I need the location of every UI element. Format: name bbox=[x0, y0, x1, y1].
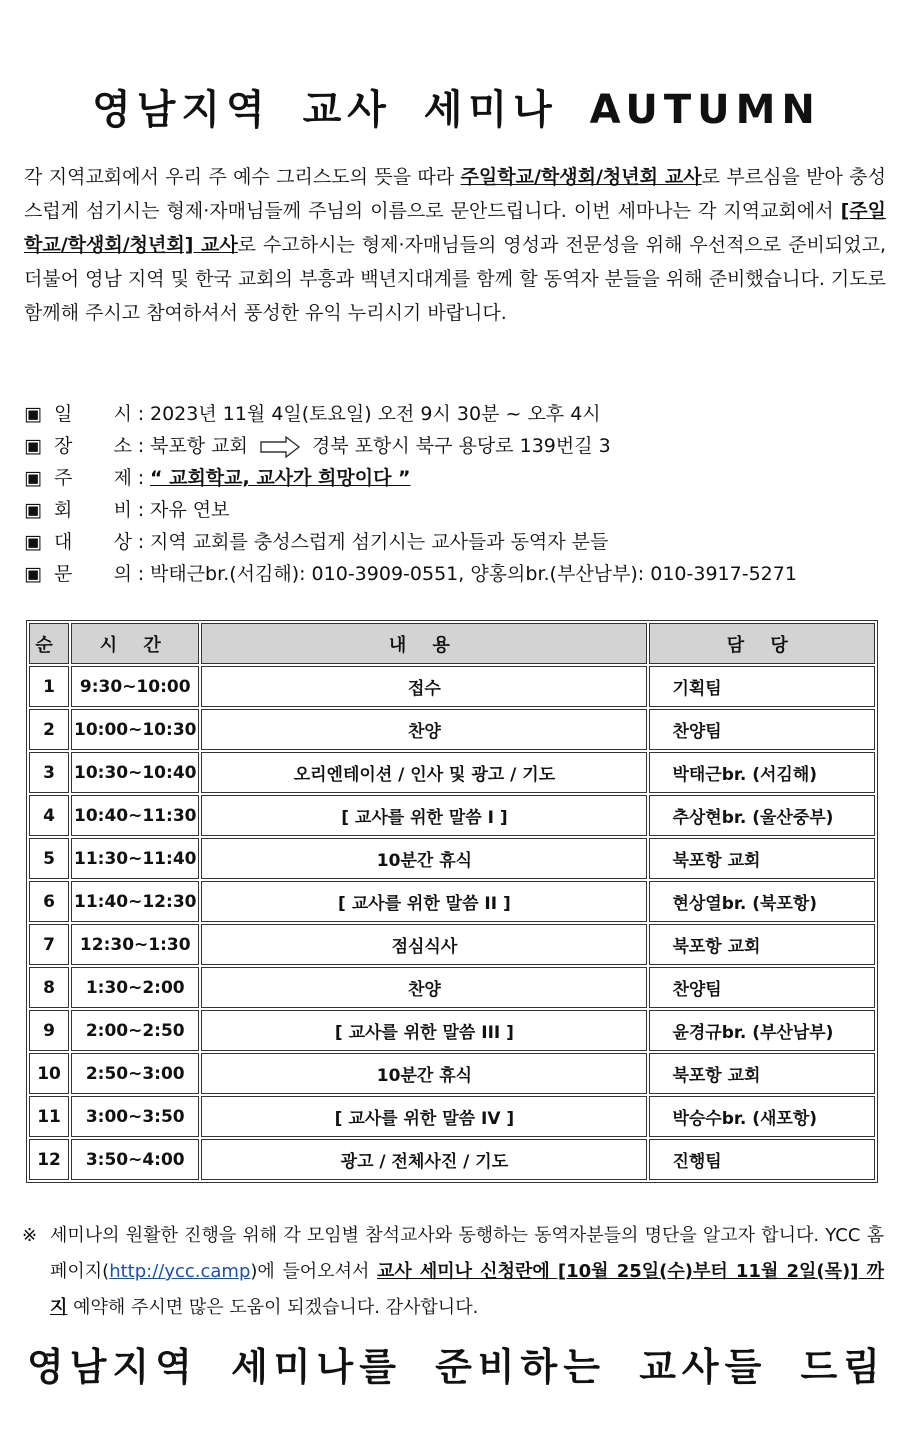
row-owner: 현상열br. (북포항) bbox=[649, 881, 875, 922]
intro-highlight-1: 주일학교/학생회/청년회 교사 bbox=[460, 166, 702, 188]
row-content: 10분간 휴식 bbox=[201, 1053, 647, 1094]
bullet-box-icon: ▣ bbox=[24, 531, 42, 553]
info-colon: : bbox=[137, 499, 145, 521]
header-content: 내 용 bbox=[201, 623, 647, 664]
row-owner: 윤경규br. (부산남부) bbox=[649, 1010, 875, 1051]
row-no: 4 bbox=[29, 795, 69, 836]
row-content: 찬양 bbox=[201, 709, 647, 750]
info-target-label: 대 상 bbox=[54, 531, 132, 553]
intro-text-2: 로 부르심을 받아 충성스럽게 섬기시는 형제·자매님들께 주님의 이름으로 문안드립니다. 이번 세마나는 각 지역교회에서 bbox=[24, 166, 886, 222]
intro-text-3: 로 수고하시는 형제·자매님들의 영성과 전문성을 위해 우선적으로 준비되었고, 더불어 영남 지역 및 한국 교회의 부흥과 백년지대계를 함께 할 동역자 분들을 위해 준비했습니다. 기도로 함께해 주시고 참여하셔서 풍성한 유익 누리시기 바랍니다. bbox=[24, 234, 887, 324]
row-time: 11:30~11:40 bbox=[71, 838, 199, 879]
schedule-table bbox=[26, 620, 878, 1183]
info-colon: : bbox=[137, 531, 145, 553]
info-target-value: 지역 교회를 충성스럽게 섬기시는 교사들과 동역자 분들 bbox=[150, 531, 609, 553]
row-owner: 찬양팀 bbox=[649, 709, 875, 750]
bullet-box-icon: ▣ bbox=[24, 403, 42, 425]
note-text-1: 세미나의 원활한 진행을 위해 각 모임별 참석교사와 동행하는 동역자분들의 명단을 알고자 합니다. YCC 홈페이지( bbox=[50, 1225, 884, 1282]
header-time: 시 간 bbox=[71, 623, 199, 664]
intro-text-1: 각 지역교회에서 우리 주 예수 그리스도의 뜻을 따라 bbox=[24, 166, 461, 188]
row-owner: 추상현br. (울산중부) bbox=[649, 795, 875, 836]
info-colon: : bbox=[137, 467, 145, 489]
table-row bbox=[29, 752, 875, 793]
header-no: 순 bbox=[29, 623, 69, 664]
info-target bbox=[24, 526, 894, 558]
row-no: 6 bbox=[29, 881, 69, 922]
bullet-box-icon: ▣ bbox=[24, 467, 42, 489]
note-text-3: 예약해 주시면 많은 도움이 되겠습니다. 감사합니다. bbox=[67, 1297, 479, 1318]
footer-signature: 영남지역 세미나를 준비하는 교사들 드림 bbox=[27, 1345, 886, 1389]
info-contact-label: 문 의 bbox=[54, 563, 132, 585]
info-fee-label: 회 비 bbox=[54, 499, 132, 521]
info-colon: : bbox=[137, 403, 145, 425]
right-arrow-icon bbox=[260, 436, 300, 458]
note-text bbox=[22, 1218, 884, 1326]
row-owner: 북포항 교회 bbox=[649, 838, 875, 879]
row-owner: 박태근br. (서김해) bbox=[649, 752, 875, 793]
table-row bbox=[29, 666, 875, 707]
row-owner: 북포항 교회 bbox=[649, 1053, 875, 1094]
row-content: 찬양 bbox=[201, 967, 647, 1008]
row-content: 접수 bbox=[201, 666, 647, 707]
row-time: 2:50~3:00 bbox=[71, 1053, 199, 1094]
row-time: 3:00~3:50 bbox=[71, 1096, 199, 1137]
row-time: 2:00~2:50 bbox=[71, 1010, 199, 1051]
info-date-value: 2023년 11월 4일(토요일) 오전 9시 30분 ~ 오후 4시 bbox=[150, 403, 601, 425]
row-owner: 박승수br. (새포항) bbox=[649, 1096, 875, 1137]
row-content: 광고 / 전체사진 / 기도 bbox=[201, 1139, 647, 1180]
page-title: 영남지역 교사 세미나 AUTUMN bbox=[92, 87, 821, 133]
info-place-value: 북포항 교회 bbox=[150, 435, 248, 457]
note-text-2: )에 들어오셔서 bbox=[250, 1261, 377, 1282]
bullet-box-icon: ▣ bbox=[24, 563, 42, 585]
row-time: 9:30~10:00 bbox=[71, 666, 199, 707]
row-content: 10분간 휴식 bbox=[201, 838, 647, 879]
registration-note bbox=[22, 1218, 884, 1326]
row-time: 11:40~12:30 bbox=[71, 881, 199, 922]
homepage-link[interactable]: http://ycc.camp bbox=[109, 1261, 251, 1282]
row-time: 10:00~10:30 bbox=[71, 709, 199, 750]
row-no: 7 bbox=[29, 924, 69, 965]
row-content: [ 교사를 위한 말씀 III ] bbox=[201, 1010, 647, 1051]
row-no: 3 bbox=[29, 752, 69, 793]
info-colon: : bbox=[137, 563, 145, 585]
row-content: [ 교사를 위한 말씀 IV ] bbox=[201, 1096, 647, 1137]
row-no: 2 bbox=[29, 709, 69, 750]
row-time: 12:30~1:30 bbox=[71, 924, 199, 965]
table-row bbox=[29, 967, 875, 1008]
intro-highlight-2: [주일학교/학생회/청년회] 교사 bbox=[24, 200, 886, 256]
bullet-box-icon: ▣ bbox=[24, 499, 42, 521]
info-date-label: 일 시 bbox=[54, 403, 132, 425]
table-row bbox=[29, 838, 875, 879]
row-no: 5 bbox=[29, 838, 69, 879]
info-colon: : bbox=[137, 435, 145, 457]
note-mark: ※ bbox=[22, 1225, 38, 1246]
header-owner: 담 당 bbox=[649, 623, 875, 664]
row-no: 10 bbox=[29, 1053, 69, 1094]
row-content: 점심식사 bbox=[201, 924, 647, 965]
schedule-header-row bbox=[29, 623, 875, 664]
table-row bbox=[29, 1053, 875, 1094]
event-info bbox=[24, 398, 894, 590]
info-place bbox=[24, 430, 894, 462]
row-owner: 북포항 교회 bbox=[649, 924, 875, 965]
info-place-address: 경북 포항시 북구 용당로 139번길 3 bbox=[311, 435, 611, 457]
bullet-box-icon: ▣ bbox=[24, 435, 42, 457]
table-row bbox=[29, 881, 875, 922]
table-row bbox=[29, 795, 875, 836]
table-row bbox=[29, 1010, 875, 1051]
table-row bbox=[29, 924, 875, 965]
schedule-body bbox=[29, 666, 875, 1180]
row-content: 오리엔테이션 / 인사 및 광고 / 기도 bbox=[201, 752, 647, 793]
note-deadline: 교사 세미나 신청란에 [10월 25일(수)부터 11월 2일(목)] 까지 bbox=[50, 1261, 884, 1318]
row-time: 10:30~10:40 bbox=[71, 752, 199, 793]
row-time: 10:40~11:30 bbox=[71, 795, 199, 836]
row-no: 1 bbox=[29, 666, 69, 707]
row-time: 1:30~2:00 bbox=[71, 967, 199, 1008]
info-theme-value: “ 교회학교, 교사가 희망이다 ” bbox=[150, 467, 411, 489]
info-place-label: 장 소 bbox=[54, 435, 132, 457]
row-no: 11 bbox=[29, 1096, 69, 1137]
info-fee bbox=[24, 494, 894, 526]
row-content: [ 교사를 위한 말씀 II ] bbox=[201, 881, 647, 922]
table-row bbox=[29, 1139, 875, 1180]
row-no: 9 bbox=[29, 1010, 69, 1051]
info-contact-value: 박태근br.(서김해): 010-3909-0551, 양홍의br.(부산남부): 010-3917-5271 bbox=[150, 563, 797, 585]
info-theme-label: 주 제 bbox=[54, 467, 132, 489]
info-theme bbox=[24, 462, 894, 494]
info-contact bbox=[24, 558, 894, 590]
row-no: 12 bbox=[29, 1139, 69, 1180]
row-owner: 진행팀 bbox=[649, 1139, 875, 1180]
row-owner: 기획팀 bbox=[649, 666, 875, 707]
row-content: [ 교사를 위한 말씀 I ] bbox=[201, 795, 647, 836]
table-row bbox=[29, 1096, 875, 1137]
row-no: 8 bbox=[29, 967, 69, 1008]
info-fee-value: 자유 연보 bbox=[150, 499, 230, 521]
info-date bbox=[24, 398, 894, 430]
table-row bbox=[29, 709, 875, 750]
intro-paragraph bbox=[24, 160, 886, 330]
row-time: 3:50~4:00 bbox=[71, 1139, 199, 1180]
row-owner: 찬양팀 bbox=[649, 967, 875, 1008]
